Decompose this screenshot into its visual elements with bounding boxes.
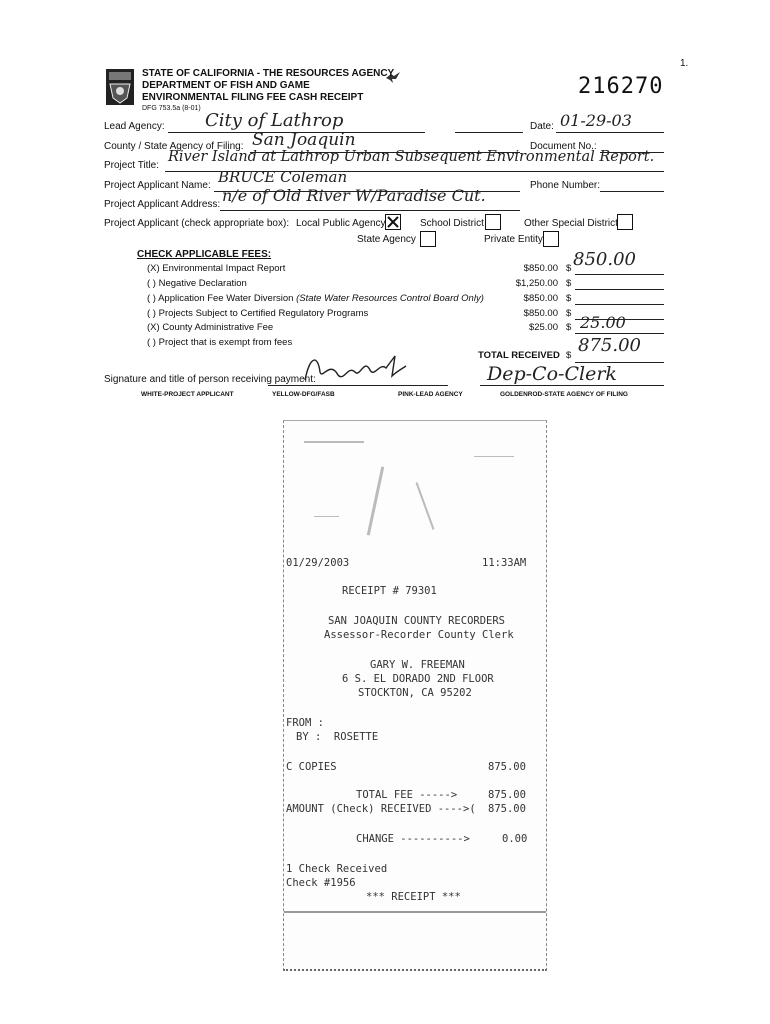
- receipt-city: STOCKTON, CA 95202: [358, 687, 472, 699]
- receipt-office-2: Assessor-Recorder County Clerk: [324, 629, 514, 641]
- receipt-by: BY : ROSETTE: [296, 731, 379, 743]
- scan-noise: [304, 441, 364, 443]
- fee-label: Environmental Impact Report: [162, 263, 286, 274]
- cash-register-receipt: [283, 420, 547, 971]
- scan-noise: [474, 456, 514, 457]
- fee-row: [147, 293, 484, 304]
- fee-written: 25.00: [580, 313, 626, 332]
- signature-line: [268, 385, 448, 386]
- total-received-label: TOTAL RECEIVED: [478, 350, 560, 361]
- fee-dollar: $: [566, 293, 572, 304]
- fee-mark: ( ): [147, 293, 156, 304]
- total-dollar: $: [566, 350, 572, 361]
- signature-scribble-icon: [300, 350, 410, 385]
- receipt-change: CHANGE ---------->: [356, 833, 470, 845]
- fee-row: [147, 322, 273, 333]
- fee-row: [147, 337, 292, 348]
- fee-amount: $850.00: [523, 263, 558, 274]
- phone-label: Phone Number:: [530, 180, 601, 191]
- receipt-from: FROM :: [286, 717, 324, 729]
- fee-written: 850.00: [573, 249, 636, 270]
- fee-mark: ( ): [147, 308, 156, 319]
- checkmark-x-icon: [386, 215, 400, 229]
- fee-label: Application Fee Water Diversion: [158, 293, 294, 304]
- copy-pink: PINK-LEAD AGENCY: [398, 391, 463, 398]
- receipt-number-line: RECEIPT # 79301: [342, 585, 437, 597]
- state-agency-label: State Agency: [357, 234, 416, 245]
- receipt-check-received: 1 Check Received: [286, 863, 388, 875]
- fee-line: [575, 289, 664, 290]
- fee-label: Negative Declaration: [158, 278, 247, 289]
- date-value: 01-29-03: [560, 111, 632, 130]
- fee-label: County Administrative Fee: [162, 322, 274, 333]
- header-line-1: STATE OF CALIFORNIA - THE RESOURCES AGENCY: [142, 68, 395, 79]
- project-title-label: Project Title:: [104, 160, 160, 171]
- receipt-check-number: Check #1956: [286, 877, 356, 889]
- fee-amount: $850.00: [523, 293, 558, 304]
- applicant-type-label: Project Applicant (check appropriate box):: [104, 218, 290, 229]
- applicant-name-label: Project Applicant Name:: [104, 180, 211, 191]
- school-district-label: School District: [420, 218, 484, 229]
- copy-white: WHITE-PROJECT APPLICANT: [141, 391, 234, 398]
- scan-noise: [416, 482, 435, 530]
- other-special-district-label: Other Special District: [524, 218, 618, 229]
- county-value: San Joaquin: [252, 130, 356, 150]
- form-code: DFG 753.5a (8-01): [142, 105, 201, 112]
- fee-mark: (X): [147, 263, 160, 274]
- fee-amount: $25.00: [528, 322, 558, 333]
- receipt-change-amount: 0.00: [502, 833, 528, 845]
- receipt-amount-received: AMOUNT (Check) RECEIVED ---->(: [286, 803, 476, 815]
- fee-label-note: (State Water Resources Control Board Only): [296, 293, 484, 304]
- lead-agency-label: Lead Agency:: [104, 121, 165, 132]
- state-agency-checkbox[interactable]: [420, 231, 436, 247]
- local-public-agency-checkbox[interactable]: [385, 214, 401, 230]
- applicant-address-label: Project Applicant Address:: [104, 199, 221, 210]
- applicant-name-value: BRUCE Coleman: [218, 168, 348, 186]
- date-line: [556, 132, 664, 133]
- project-title-value: River Island at Lathrop Urban Subsequent Environmental Report.: [168, 149, 655, 165]
- applicant-address-value: n/e of Old River W/Paradise Cut.: [222, 186, 486, 205]
- fee-row: [147, 308, 368, 319]
- receipt-amount-received-amount: 875.00: [488, 803, 526, 815]
- page-mark: 1.: [680, 58, 689, 69]
- signature-label: Signature and title of person receiving payment:: [104, 374, 316, 385]
- fee-label: Project that is exempt from fees: [158, 337, 293, 348]
- receipt-date: 01/29/2003: [286, 557, 350, 569]
- private-entity-label: Private Entity: [484, 234, 543, 245]
- receipt-perforation: [284, 911, 546, 913]
- fee-dollar: $: [566, 263, 572, 274]
- receipt-number: 216270: [578, 74, 664, 99]
- signature-title: Dep-Co-Clerk: [487, 363, 617, 385]
- private-entity-checkbox[interactable]: [543, 231, 559, 247]
- fee-line: [575, 304, 664, 305]
- local-public-agency-label: Local Public Agency: [296, 218, 386, 229]
- receipt-footer: *** RECEIPT ***: [366, 891, 461, 903]
- fee-amount: $1,250.00: [515, 278, 558, 289]
- receipt-office-1: SAN JOAQUIN COUNTY RECORDERS: [328, 615, 506, 627]
- fee-dollar: $: [566, 308, 572, 319]
- receipt-copies-amount: 875.00: [488, 761, 526, 773]
- fee-line: [575, 333, 664, 334]
- fee-dollar: $: [566, 278, 572, 289]
- date-label: Date:: [530, 121, 554, 132]
- fee-row: [147, 263, 285, 274]
- receipt-copies-label: C COPIES: [286, 761, 337, 773]
- header-line-2: DEPARTMENT OF FISH AND GAME: [142, 80, 310, 91]
- receipt-person: GARY W. FREEMAN: [370, 659, 465, 671]
- fee-amount: $850.00: [523, 308, 558, 319]
- receipt-total-fee-amount: 875.00: [488, 789, 526, 801]
- fee-mark: (X): [147, 322, 160, 333]
- fee-line: [575, 274, 664, 275]
- applicant-address-line: [220, 210, 520, 211]
- fee-dollar: $: [566, 322, 572, 333]
- state-seal-icon: [105, 68, 135, 106]
- other-special-district-checkbox[interactable]: [617, 214, 633, 230]
- phone-line: [600, 191, 664, 192]
- fee-mark: ( ): [147, 278, 156, 289]
- scan-noise: [314, 516, 339, 517]
- fees-heading: CHECK APPLICABLE FEES:: [137, 249, 272, 260]
- copy-yellow: YELLOW-DFG/FASB: [272, 391, 335, 398]
- lead-agency-value: City of Lathrop: [205, 110, 344, 131]
- receipt-time: 11:33AM: [482, 557, 527, 569]
- fee-label: Projects Subject to Certified Regulatory Programs: [158, 308, 369, 319]
- county-label: County / State Agency of Filing:: [104, 141, 244, 152]
- receipt-address: 6 S. EL DORADO 2ND FLOOR: [342, 673, 494, 685]
- document-no-label: Document No.:: [530, 141, 597, 152]
- scan-noise: [367, 466, 384, 535]
- fee-row: [147, 278, 247, 289]
- signature-title-line: [480, 385, 664, 386]
- copy-goldenrod: GOLDENROD-STATE AGENCY OF FILING: [500, 391, 628, 398]
- header-line-3: ENVIRONMENTAL FILING FEE CASH RECEIPT: [142, 92, 364, 103]
- receipt-total-fee: TOTAL FEE ----->: [356, 789, 458, 801]
- fee-mark: ( ): [147, 337, 156, 348]
- school-district-checkbox[interactable]: [485, 214, 501, 230]
- extra-line: [455, 132, 523, 133]
- total-received-value: 875.00: [578, 335, 641, 356]
